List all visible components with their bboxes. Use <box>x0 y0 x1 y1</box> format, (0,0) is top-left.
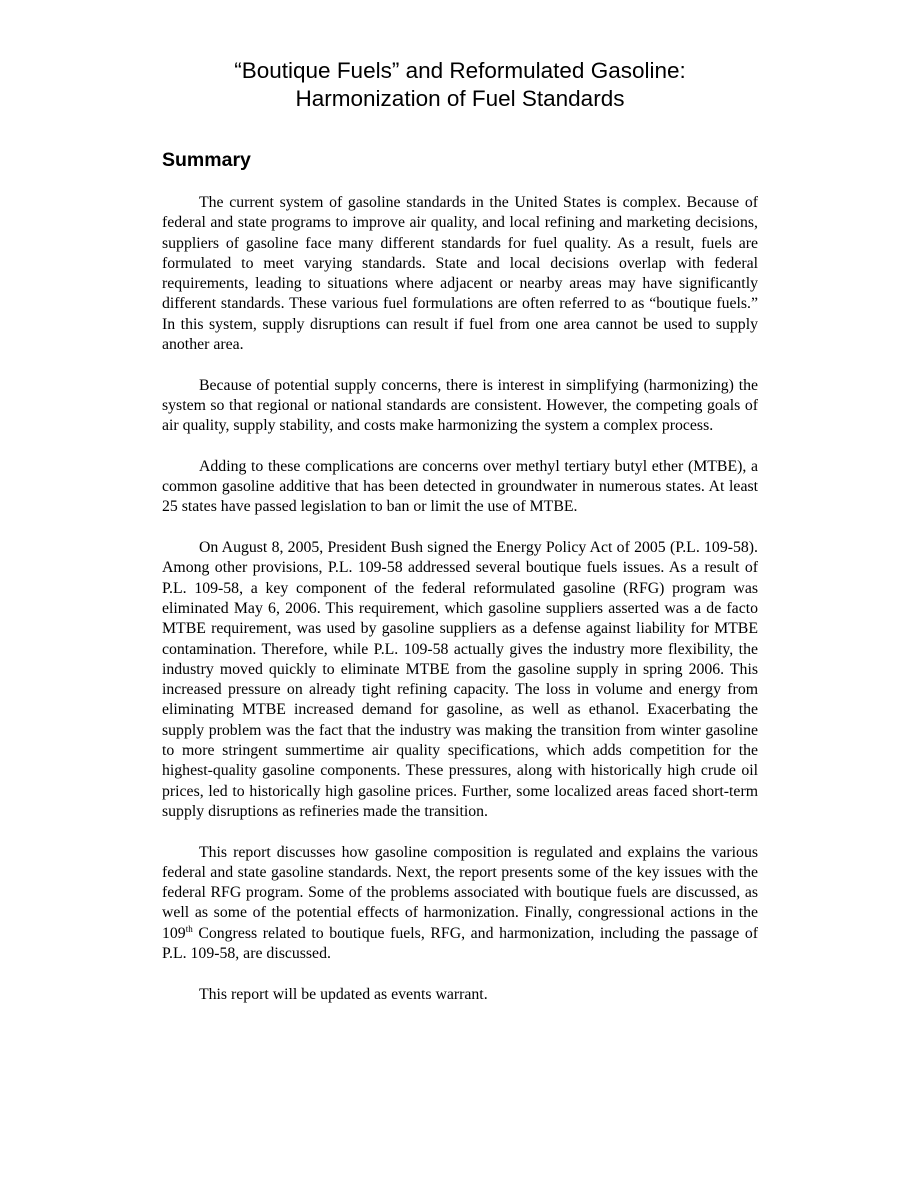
title-line-1: “Boutique Fuels” and Reformulated Gasoline: <box>234 58 686 83</box>
paragraph-text: Congress related to boutique fuels, RFG, and harmonization, including the passage of P.L. 109-58, are discussed. <box>162 924 758 962</box>
section-heading: Summary <box>162 149 251 171</box>
document-title <box>162 57 758 113</box>
closing-paragraph: This report will be updated as events warrant. <box>199 985 488 1003</box>
paragraph: Because of potential supply concerns, there is interest in simplifying (harmonizing) the system so that regional or national standards are consistent. However, the competing goals of air quality, supply stability, and costs make harmonizing the system a complex process. <box>162 376 758 435</box>
paragraph: On August 8, 2005, President Bush signed the Energy Policy Act of 2005 (P.L. 109-58). Among other provisions, P.L. 109-58 addressed several boutique fuels issues. As a result of P.L. 109-58, a key component of the federal reformulated gasoline (RFG) program was eliminated May 6, 2006. This requirement, which gasoline suppliers asserted was a de facto MTBE requirement, was used by gasoline suppliers as a defense against liability for MTBE contamination. Therefore, while P.L. 109-58 actually gives the industry more flexibility, the industry moved quickly to eliminate MTBE from the gasoline supply in spring 2006. This increased pressure on already tight refining capacity. The loss in volume and energy from eliminating MTBE increased demand for gasoline, as well as ethanol. Exacerbating the supply problem was the fact that the industry was making the transition from winter gasoline to more stringent summertime air quality specifications, which adds competition for the highest-quality gasoline components. These pressures, along with historically high crude oil prices, led to historically high gasoline prices. Further, some localized areas faced short-term supply disruptions as refineries made the transition. <box>162 539 758 820</box>
paragraph: Adding to these complications are concerns over methyl tertiary butyl ether (MTBE), a common gasoline additive that has been detected in groundwater in numerous states. At least 25 states have passed legislation to ban or limit the use of MTBE. <box>162 457 758 516</box>
paragraph-text: This report discusses how gasoline composition is regulated and explains the various federal and state gasoline standards. Next, the report presents some of the key issues with the federal RFG program. Some of the problems associated with boutique fuels are discussed, as well as some of the potential effects of harmonization. Finally, congressional actions in the 109 <box>162 843 758 942</box>
summary-body <box>162 193 758 1005</box>
paragraph: The current system of gasoline standards in the United States is complex. Because of federal and state programs to improve air quality, and local refining and marketing decisions, suppliers of gasoline face many different standards for fuel quality. As a result, fuels are formulated to meet varying standards. State and local decisions overlap with federal requirements, leading to situations where adjacent or nearby areas may have significantly different standards. These various fuel formulations are often referred to as “boutique fuels.” In this system, supply disruptions can result if fuel from one area cannot be used to supply another area. <box>162 194 758 354</box>
superscript: th <box>185 923 193 934</box>
title-line-2: Harmonization of Fuel Standards <box>295 86 625 111</box>
paragraph <box>162 843 758 965</box>
